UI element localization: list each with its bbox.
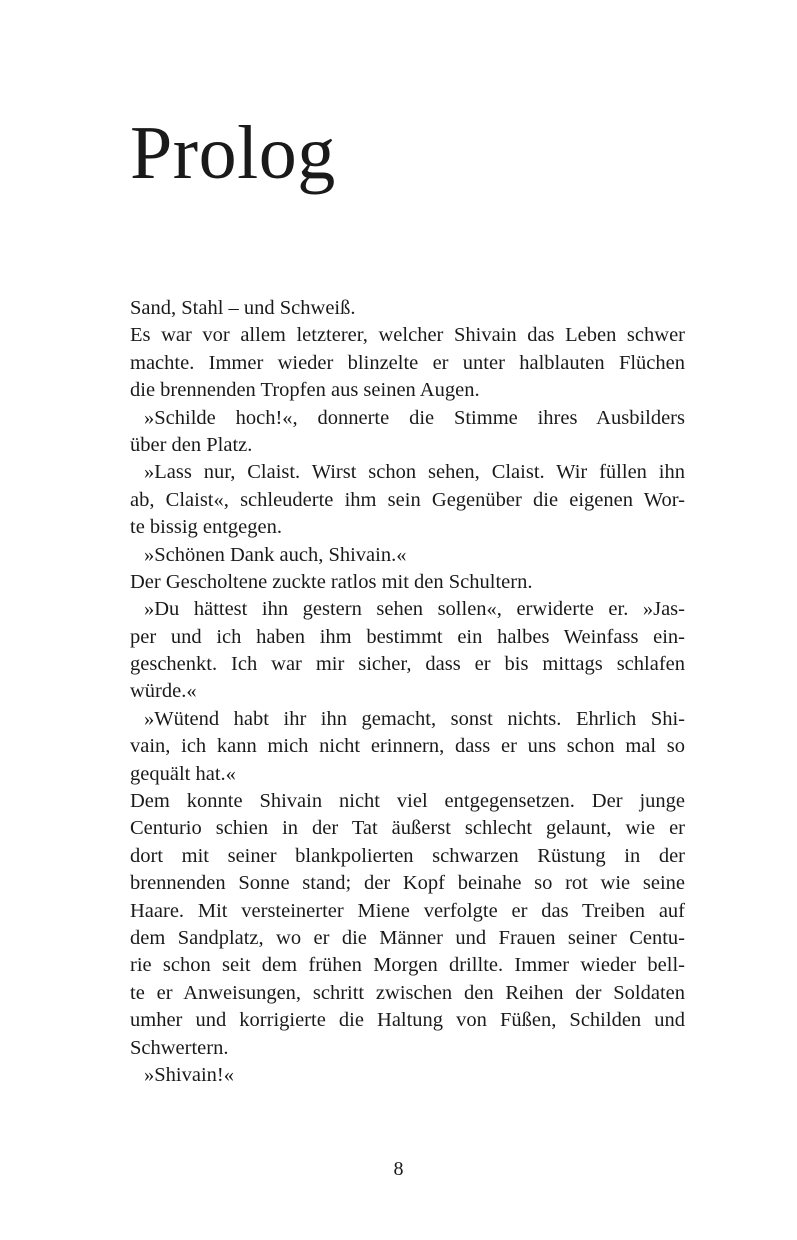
text-line: über den Platz.: [130, 433, 253, 456]
text-line: Es war vor allem letzterer, welcher Shivain das Leben schwer: [130, 324, 685, 347]
text-line: »Lass nur, Claist. Wirst schon sehen, Claist. Wir füllen ihn: [144, 461, 685, 484]
text-line: Dem konnte Shivain nicht viel entgegensetzen. Der junge: [130, 790, 685, 813]
text-line: »Wütend habt ihr ihn gemacht, sonst nichts. Ehrlich Shi-: [144, 707, 685, 730]
chapter-title: Prolog: [130, 111, 336, 195]
text-line: umher und korrigierte die Haltung von Füßen, Schilden und: [130, 1009, 685, 1032]
text-line: Der Gescholtene zuckte ratlos mit den Schultern.: [130, 570, 533, 593]
prose-body: [130, 295, 685, 1089]
text-line: geschenkt. Ich war mir sicher, dass er bis mittags schlafen: [130, 653, 685, 676]
text-line: Sand, Stahl – und Schweiß.: [130, 297, 356, 319]
text-line: Schwertern.: [130, 1036, 229, 1059]
text-line: würde.«: [130, 680, 197, 703]
text-line: per und ich haben ihm bestimmt ein halbes Weinfass ein-: [130, 625, 685, 648]
text-line: »Schönen Dank auch, Shivain.«: [144, 543, 407, 566]
text-line: »Shivain!«: [144, 1063, 234, 1086]
text-line: Haare. Mit versteinerter Miene verfolgte er das Treiben auf: [130, 899, 685, 922]
text-line: machte. Immer wieder blinzelte er unter halblauten Flüchen: [130, 351, 685, 374]
text-line: brennenden Sonne stand; der Kopf beinahe so rot wie seine: [130, 872, 685, 895]
text-line: dort mit seiner blankpolierten schwarzen Rüstung in der: [130, 844, 685, 867]
text-line: vain, ich kann mich nicht erinnern, dass er uns schon mal so: [130, 735, 685, 758]
text-line: Centurio schien in der Tat äußerst schlecht gelaunt, wie er: [130, 817, 685, 840]
text-line: die brennenden Tropfen aus seinen Augen.: [130, 379, 480, 402]
text-line: te bissig entgegen.: [130, 516, 283, 539]
text-line: »Du hättest ihn gestern sehen sollen«, erwiderte er. »Jas-: [144, 598, 685, 621]
text-line: »Schilde hoch!«, donnerte die Stimme ihres Ausbilders: [144, 406, 685, 429]
text-line: gequält hat.«: [130, 762, 236, 785]
text-line: ab, Claist«, schleuderte ihm sein Gegenüber die eigenen Wor-: [130, 488, 685, 511]
text-line: dem Sandplatz, wo er die Männer und Frauen seiner Centu-: [130, 926, 685, 949]
text-line: rie schon seit dem frühen Morgen drillte. Immer wieder bell-: [130, 954, 685, 977]
text-line: te er Anweisungen, schritt zwischen den Reihen der Soldaten: [130, 981, 685, 1004]
page-number: 8: [393, 1158, 404, 1180]
